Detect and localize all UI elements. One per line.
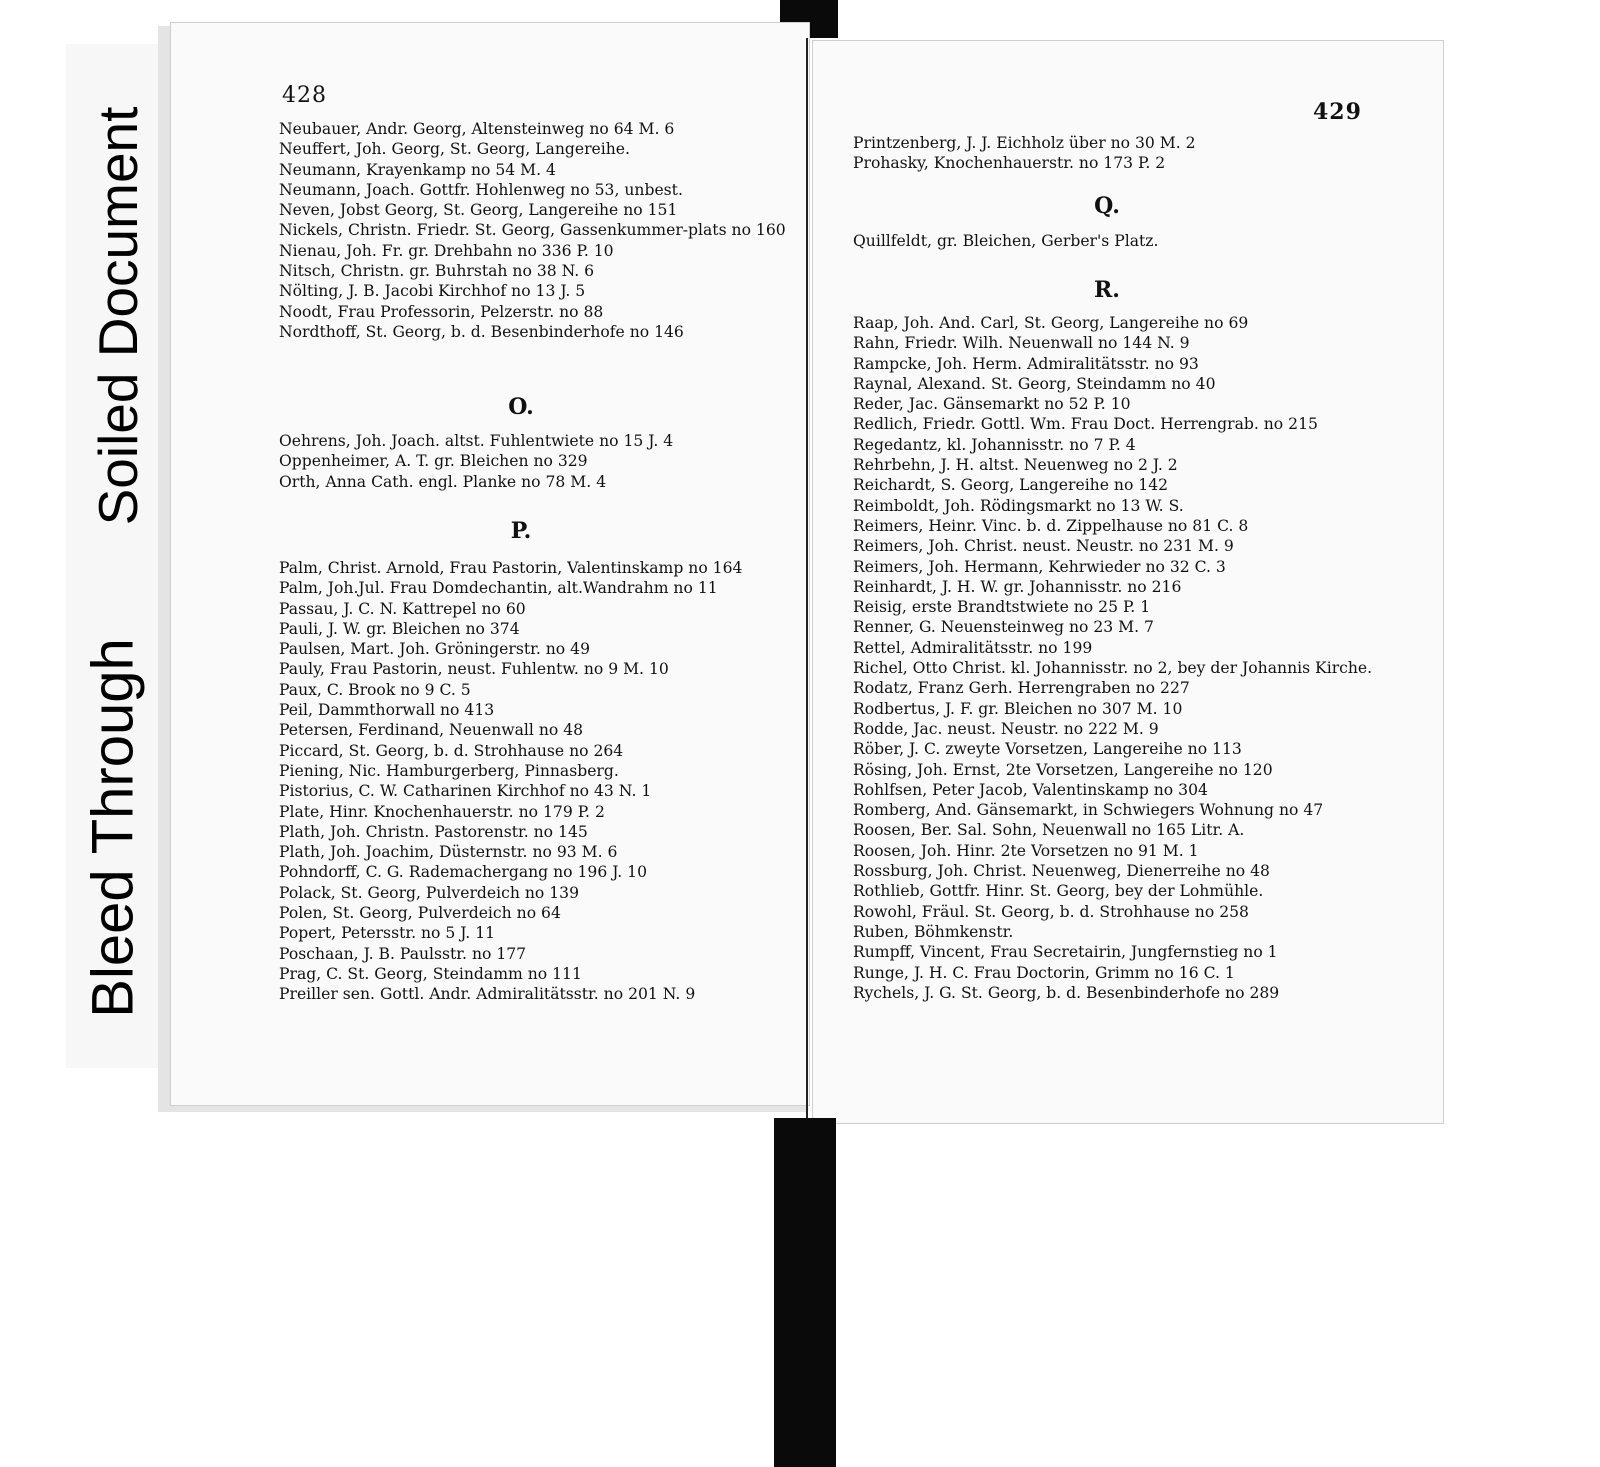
directory-entry: Richel, Otto Christ. kl. Johannisstr. no 2, bey der Johannis Kirche. xyxy=(853,659,1373,678)
directory-entry: Reimers, Joh. Hermann, Kehrwieder no 32 C. 3 xyxy=(853,557,1226,576)
directory-entry: Peil, Dammthorwall no 413 xyxy=(279,701,495,720)
directory-entry: Pauly, Frau Pastorin, neust. Fuhlentw. no 9 M. 10 xyxy=(279,660,669,679)
directory-entry: Reisig, erste Brandtstwiete no 25 P. 1 xyxy=(853,598,1151,617)
directory-entry: Nordthoff, St. Georg, b. d. Besenbinderhofe no 146 xyxy=(279,322,684,341)
binding-bottom xyxy=(774,1118,836,1467)
page-number-left: 428 xyxy=(282,83,327,108)
directory-entry: Palm, Joh.Jul. Frau Domdechantin, alt.Wandrahm no 11 xyxy=(279,579,718,598)
directory-entry: Romberg, And. Gänsemarkt, in Schwiegers Wohnung no 47 xyxy=(853,801,1324,820)
directory-entry: Rodatz, Franz Gerh. Herrengraben no 227 xyxy=(853,679,1190,698)
directory-entry: Rowohl, Fräul. St. Georg, b. d. Strohhause no 258 xyxy=(853,902,1249,921)
directory-entry: Reder, Jac. Gänsemarkt no 52 P. 10 xyxy=(853,395,1131,414)
directory-entry: Runge, J. H. C. Frau Doctorin, Grimm no 16 C. 1 xyxy=(853,963,1235,982)
directory-entry: Ruben, Böhmkenstr. xyxy=(853,922,1014,941)
directory-entry: Piening, Nic. Hamburgerberg, Pinnasberg. xyxy=(279,761,619,780)
directory-entry: Pauli, J. W. gr. Bleichen no 374 xyxy=(279,619,520,638)
entry-list-n xyxy=(279,119,797,342)
directory-entry: Piccard, St. Georg, b. d. Strohhause no 264 xyxy=(279,741,624,760)
directory-entry: Poschaan, J. B. Paulsstr. no 177 xyxy=(279,944,527,963)
directory-entry: Renner, G. Neuensteinweg no 23 M. 7 xyxy=(853,618,1154,637)
directory-entry: Nickels, Christn. Friedr. St. Georg, Gassenkummer-plats no 160 xyxy=(279,221,786,240)
directory-entry: Rodde, Jac. neust. Neustr. no 222 M. 9 xyxy=(853,719,1159,738)
page-number-right: 429 xyxy=(1313,99,1362,125)
right-page xyxy=(812,40,1444,1124)
directory-entry: Noodt, Frau Professorin, Pelzerstr. no 88 xyxy=(279,302,604,321)
directory-entry: Prag, C. St. Georg, Steindamm no 111 xyxy=(279,964,582,983)
entry-list-q xyxy=(853,231,1443,251)
directory-entry: Orth, Anna Cath. engl. Planke no 78 M. 4 xyxy=(279,472,607,491)
directory-entry: Nienau, Joh. Fr. gr. Drehbahn no 336 P. 10 xyxy=(279,241,614,260)
directory-entry: Paulsen, Mart. Joh. Gröningerstr. no 49 xyxy=(279,640,590,659)
directory-entry: Paux, C. Brook no 9 C. 5 xyxy=(279,680,471,699)
gutter-line xyxy=(806,38,808,1118)
section-heading-o: O. xyxy=(508,394,534,420)
directory-entry: Rodbertus, J. F. gr. Bleichen no 307 M. 10 xyxy=(853,699,1183,718)
directory-entry: Redlich, Friedr. Gottl. Wm. Frau Doct. Herrengrab. no 215 xyxy=(853,415,1318,434)
directory-entry: Popert, Petersstr. no 5 J. 11 xyxy=(279,924,496,943)
directory-entry: Petersen, Ferdinand, Neuenwall no 48 xyxy=(279,721,584,740)
directory-entry: Reichardt, S. Georg, Langereihe no 142 xyxy=(853,476,1169,495)
directory-entry: Roosen, Ber. Sal. Sohn, Neuenwall no 165 Litr. A. xyxy=(853,821,1245,840)
directory-entry: Oppenheimer, A. T. gr. Bleichen no 329 xyxy=(279,452,588,471)
directory-entry: Rampcke, Joh. Herm. Admiralitätsstr. no 93 xyxy=(853,354,1199,373)
directory-entry: Polen, St. Georg, Pulverdeich no 64 xyxy=(279,904,561,923)
directory-entry: Rehrbehn, J. H. altst. Neuenweg no 2 J. 2 xyxy=(853,456,1178,475)
soiled-document-tab xyxy=(66,44,171,588)
directory-entry: Oehrens, Joh. Joach. altst. Fuhlentwiete no 15 J. 4 xyxy=(279,432,674,450)
entry-list-p-cont xyxy=(853,133,1443,174)
directory-entry: Plath, Joh. Christn. Pastorenstr. no 145 xyxy=(279,822,588,841)
directory-entry: Neubauer, Andr. Georg, Altensteinweg no 64 M. 6 xyxy=(279,120,675,138)
directory-entry: Polack, St. Georg, Pulverdeich no 139 xyxy=(279,883,580,902)
directory-entry: Rösing, Joh. Ernst, 2te Vorsetzen, Langereihe no 120 xyxy=(853,760,1273,779)
directory-entry: Palm, Christ. Arnold, Frau Pastorin, Valentinskamp no 164 xyxy=(279,559,743,577)
directory-entry: Röber, J. C. zweyte Vorsetzen, Langereihe no 113 xyxy=(853,740,1242,759)
directory-entry: Reinhardt, J. H. W. gr. Johannisstr. no 216 xyxy=(853,577,1182,596)
directory-entry: Nitsch, Christn. gr. Buhrstah no 38 N. 6 xyxy=(279,262,595,281)
directory-entry: Rettel, Admiralitätsstr. no 199 xyxy=(853,638,1093,657)
directory-entry: Reimboldt, Joh. Rödingsmarkt no 13 W. S. xyxy=(853,496,1184,515)
directory-entry: Passau, J. C. N. Kattrepel no 60 xyxy=(279,599,526,618)
directory-entry: Pohndorff, C. G. Rademachergang no 196 J. 10 xyxy=(279,863,648,882)
directory-entry: Quillfeldt, gr. Bleichen, Gerber's Platz. xyxy=(853,232,1159,250)
directory-entry: Nölting, J. B. Jacobi Kirchhof no 13 J. 5 xyxy=(279,282,586,301)
soiled-document-label: Soiled Document xyxy=(87,106,149,526)
directory-entry: Raynal, Alexand. St. Georg, Steindamm no 40 xyxy=(853,374,1216,393)
directory-entry: Rychels, J. G. St. Georg, b. d. Besenbinderhofe no 289 xyxy=(853,983,1280,1002)
directory-entry: Preiller sen. Gottl. Andr. Admiralitätsstr. no 201 N. 9 xyxy=(279,985,696,1004)
directory-entry: Regedantz, kl. Johannisstr. no 7 P. 4 xyxy=(853,435,1136,454)
directory-entry: Raap, Joh. And. Carl, St. Georg, Langereihe no 69 xyxy=(853,314,1249,332)
directory-entry: Rohlfsen, Peter Jacob, Valentinskamp no 304 xyxy=(853,780,1208,799)
directory-entry: Rahn, Friedr. Wilh. Neuenwall no 144 N. 9 xyxy=(853,334,1190,353)
left-page xyxy=(170,22,810,1106)
entry-list-o xyxy=(279,431,797,492)
directory-entry: Pistorius, C. W. Catharinen Kirchhof no 43 N. 1 xyxy=(279,782,652,801)
directory-entry: Rothlieb, Gottfr. Hinr. St. Georg, bey der Lohmühle. xyxy=(853,882,1264,901)
bleed-through-tab xyxy=(66,588,161,1068)
directory-entry: Neumann, Joach. Gottfr. Hohlenweg no 53, unbest. xyxy=(279,180,683,199)
directory-entry: Neven, Jobst Georg, St. Georg, Langereihe no 151 xyxy=(279,201,678,220)
directory-entry: Reimers, Heinr. Vinc. b. d. Zippelhause no 81 C. 8 xyxy=(853,516,1249,535)
bleed-through-label: Bleed Through xyxy=(80,638,146,1018)
directory-entry: Plate, Hinr. Knochenhauerstr. no 179 P. 2 xyxy=(279,802,605,821)
directory-entry: Rumpff, Vincent, Frau Secretairin, Jungfernstieg no 1 xyxy=(853,943,1278,962)
section-heading-r: R. xyxy=(1094,277,1120,303)
directory-entry: Neumann, Krayenkamp no 54 M. 4 xyxy=(279,160,556,179)
section-heading-q: Q. xyxy=(1094,193,1120,219)
directory-entry: Printzenberg, J. J. Eichholz über no 30 M. 2 xyxy=(853,134,1196,152)
directory-entry: Neuffert, Joh. Georg, St. Georg, Langereihe. xyxy=(279,140,630,159)
directory-entry: Rossburg, Joh. Christ. Neuenweg, Dienerreihe no 48 xyxy=(853,862,1270,881)
directory-entry: Reimers, Joh. Christ. neust. Neustr. no 231 M. 9 xyxy=(853,537,1234,556)
entry-list-p xyxy=(279,558,797,1005)
directory-entry: Prohasky, Knochenhauerstr. no 173 P. 2 xyxy=(853,154,1166,173)
section-heading-p: P. xyxy=(510,518,532,544)
entry-list-r xyxy=(853,313,1443,1003)
directory-entry: Roosen, Joh. Hinr. 2te Vorsetzen no 91 M. 1 xyxy=(853,841,1199,860)
directory-entry: Plath, Joh. Joachim, Düsternstr. no 93 M. 6 xyxy=(279,843,618,862)
